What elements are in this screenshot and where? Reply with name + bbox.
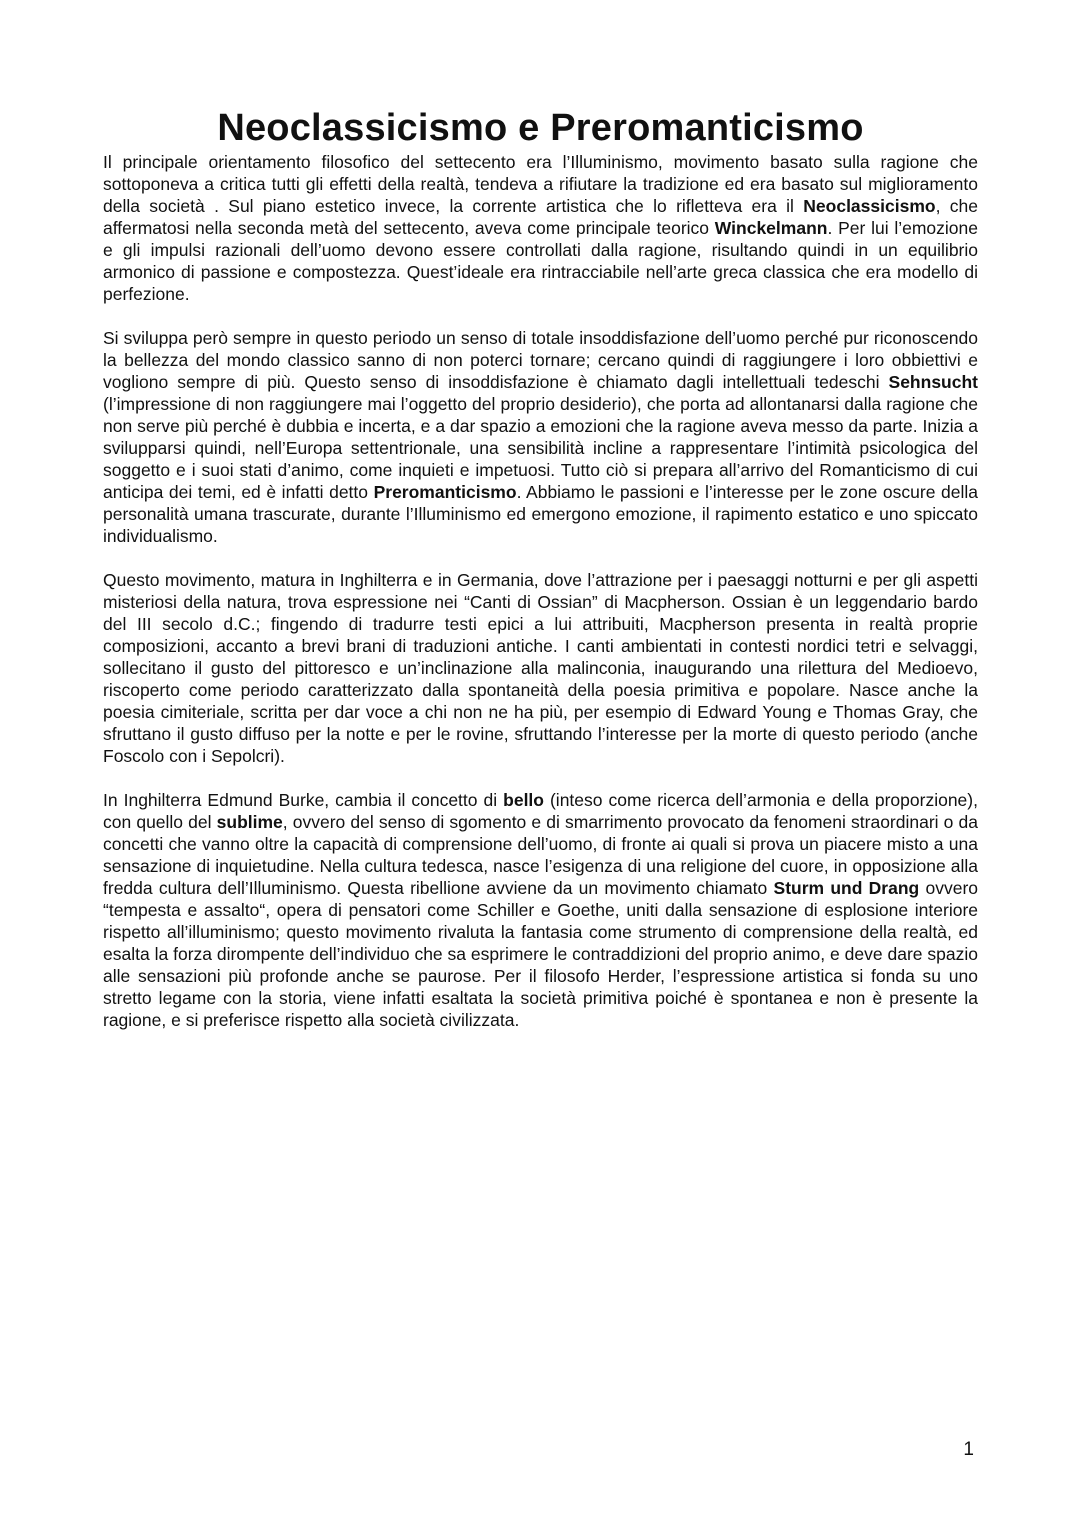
text-run: In Inghilterra Edmund Burke, cambia il concetto di bbox=[103, 790, 504, 810]
bold-term-sturm-und-drang: Sturm und Drang bbox=[773, 878, 920, 898]
text-run: ovvero “tempesta e assalto“, opera di pensatori come Schiller e Goethe, uniti dalla sensazione di esplosione interiore rispetto all’illuminismo; questo movimento rivaluta la fantasia come strumento di comprensione della realtà, ed esalta la forza dirompente dell’individuo che sa esprimere le contraddizioni del proprio animo, e deve dare spazio alle sensazioni più profonde anche se paurose. Per il filosofo Herder, l’espressione artistica si fonda su uno stretto legame con la storia, viene infatti esaltata la società primitiva poiché è spontanea e non è presente la ragione, e si preferisce rispetto alla società civilizzata. bbox=[103, 878, 978, 1030]
paragraph-sublime-sturm-und-drang bbox=[103, 789, 978, 1031]
bold-term-bello: bello bbox=[503, 790, 544, 810]
bold-term-sublime: sublime bbox=[216, 812, 283, 832]
bold-term-preromanticismo: Preromanticismo bbox=[373, 482, 517, 502]
text-run: Questo movimento, matura in Inghilterra e in Germania, dove l’attrazione per i paesaggi notturni e per gli aspetti misteriosi della natura, trova espressione nei “Canti di Ossian” di Macpherson. Ossian è un leggendario bardo del III secolo d.C.; fingendo di tradurre testi epici a lui attribuiti, Macpherson presenta in realtà proprie composizioni, accanto a brevi brani di traduzioni antiche. I canti ambientati in contesti nordici tetri e selvaggi, sollecitano il gusto del pittoresco e un’inclinazione alla malinconia, inaugurando una rilettura del Medioevo, riscoperto come periodo caratterizzato dalla spontaneità della poesia primitiva e popolare. Nasce anche la poesia cimiteriale, scritta per dar voce a chi non ne ha più, per esempio di Edward Young e Thomas Gray, che sfruttano il gusto diffuso per la notte e per le rovine, sfruttando l’interesse per la morte di questo periodo (anche Foscolo con i Sepolcri). bbox=[103, 570, 978, 766]
bold-term-winckelmann: Winckelmann bbox=[714, 218, 828, 238]
text-run: Si sviluppa però sempre in questo periodo un senso di totale insoddisfazione dell’uomo perché pur riconoscendo la bellezza del mondo classico sanno di non poterci tornare; cercano quindi di raggiungere i loro obbiettivi e vogliono sempre di più. Questo senso di insoddisfazione è chiamato dagli intellettuali tedeschi bbox=[103, 328, 978, 392]
bold-term-neoclassicismo: Neoclassicismo bbox=[803, 196, 936, 216]
paragraph-neoclassicismo bbox=[103, 151, 978, 305]
text-run: , ovvero del senso di sgomento e di smarrimento provocato da fenomeni straordinari o da concetti che vanno oltre la capacità di comprensione dell’uomo, di fronte ai quali si prova un piacere misto a una sensazione di inquietudine. Nella cultura tedesca, nasce l’esigenza di una religione del cuore, in opposizione alla fredda cultura dell’Illuminismo. Questa ribellione avviene da un movimento chiamato bbox=[103, 812, 978, 898]
paragraph-preromanticismo bbox=[103, 327, 978, 547]
bold-term-sehnsucht: Sehnsucht bbox=[888, 372, 978, 392]
text-run: Il principale orientamento filosofico del settecento era l’Illuminismo, movimento basato sulla ragione che sottoponeva a critica tutti gli effetti della realtà, tendeva a rifiutare la tradizione ed era basato sul miglioramento della società . Sul piano estetico invece, la corrente artistica che lo rifletteva era il bbox=[103, 152, 978, 216]
text-run: (l’impressione di non raggiungere mai l’oggetto del proprio desiderio), che porta ad allontanarsi dalla ragione che non serve più perché è dubbia e incerta, e a dar spazio a emozioni che la ragione aveva messo da parte. Inizia a svilupparsi quindi, nell’Europa settentrionale, una sensibilità incline a rappresentare l’intimità psicologica del soggetto e i suoi stati d’animo, come inquieti e impetuosi. Tutto ciò si prepara all’arrivo del Romanticismo di cui anticipa dei temi, ed è infatti detto bbox=[103, 394, 978, 502]
document-page bbox=[103, 105, 978, 1053]
text-run: (inteso come ricerca dell’armonia e della proporzione), con quello del bbox=[103, 790, 978, 832]
text-run: , che affermatosi nella seconda metà del settecento, aveva come principale teorico bbox=[103, 196, 978, 238]
text-run: . Abbiamo le passioni e l’interesse per le zone oscure della personalità umana trascurate, durante l’Illuminismo ed emergono emozione, il rapimento estatico e uno spiccato individualismo. bbox=[103, 482, 979, 546]
text-run: . Per lui l’emozione e gli impulsi razionali dell’uomo devono essere controllati dalla ragione, risultando quindi in un equilibrio armonico di passione e compostezza. Quest’ideale era rintracciabile nell’arte greca classica che era modello di perfezione. bbox=[103, 218, 978, 304]
page-number: 1 bbox=[963, 1439, 974, 1460]
paragraph-ossian bbox=[103, 569, 978, 767]
page-title: Neoclassicismo e Preromanticismo bbox=[217, 107, 864, 149]
